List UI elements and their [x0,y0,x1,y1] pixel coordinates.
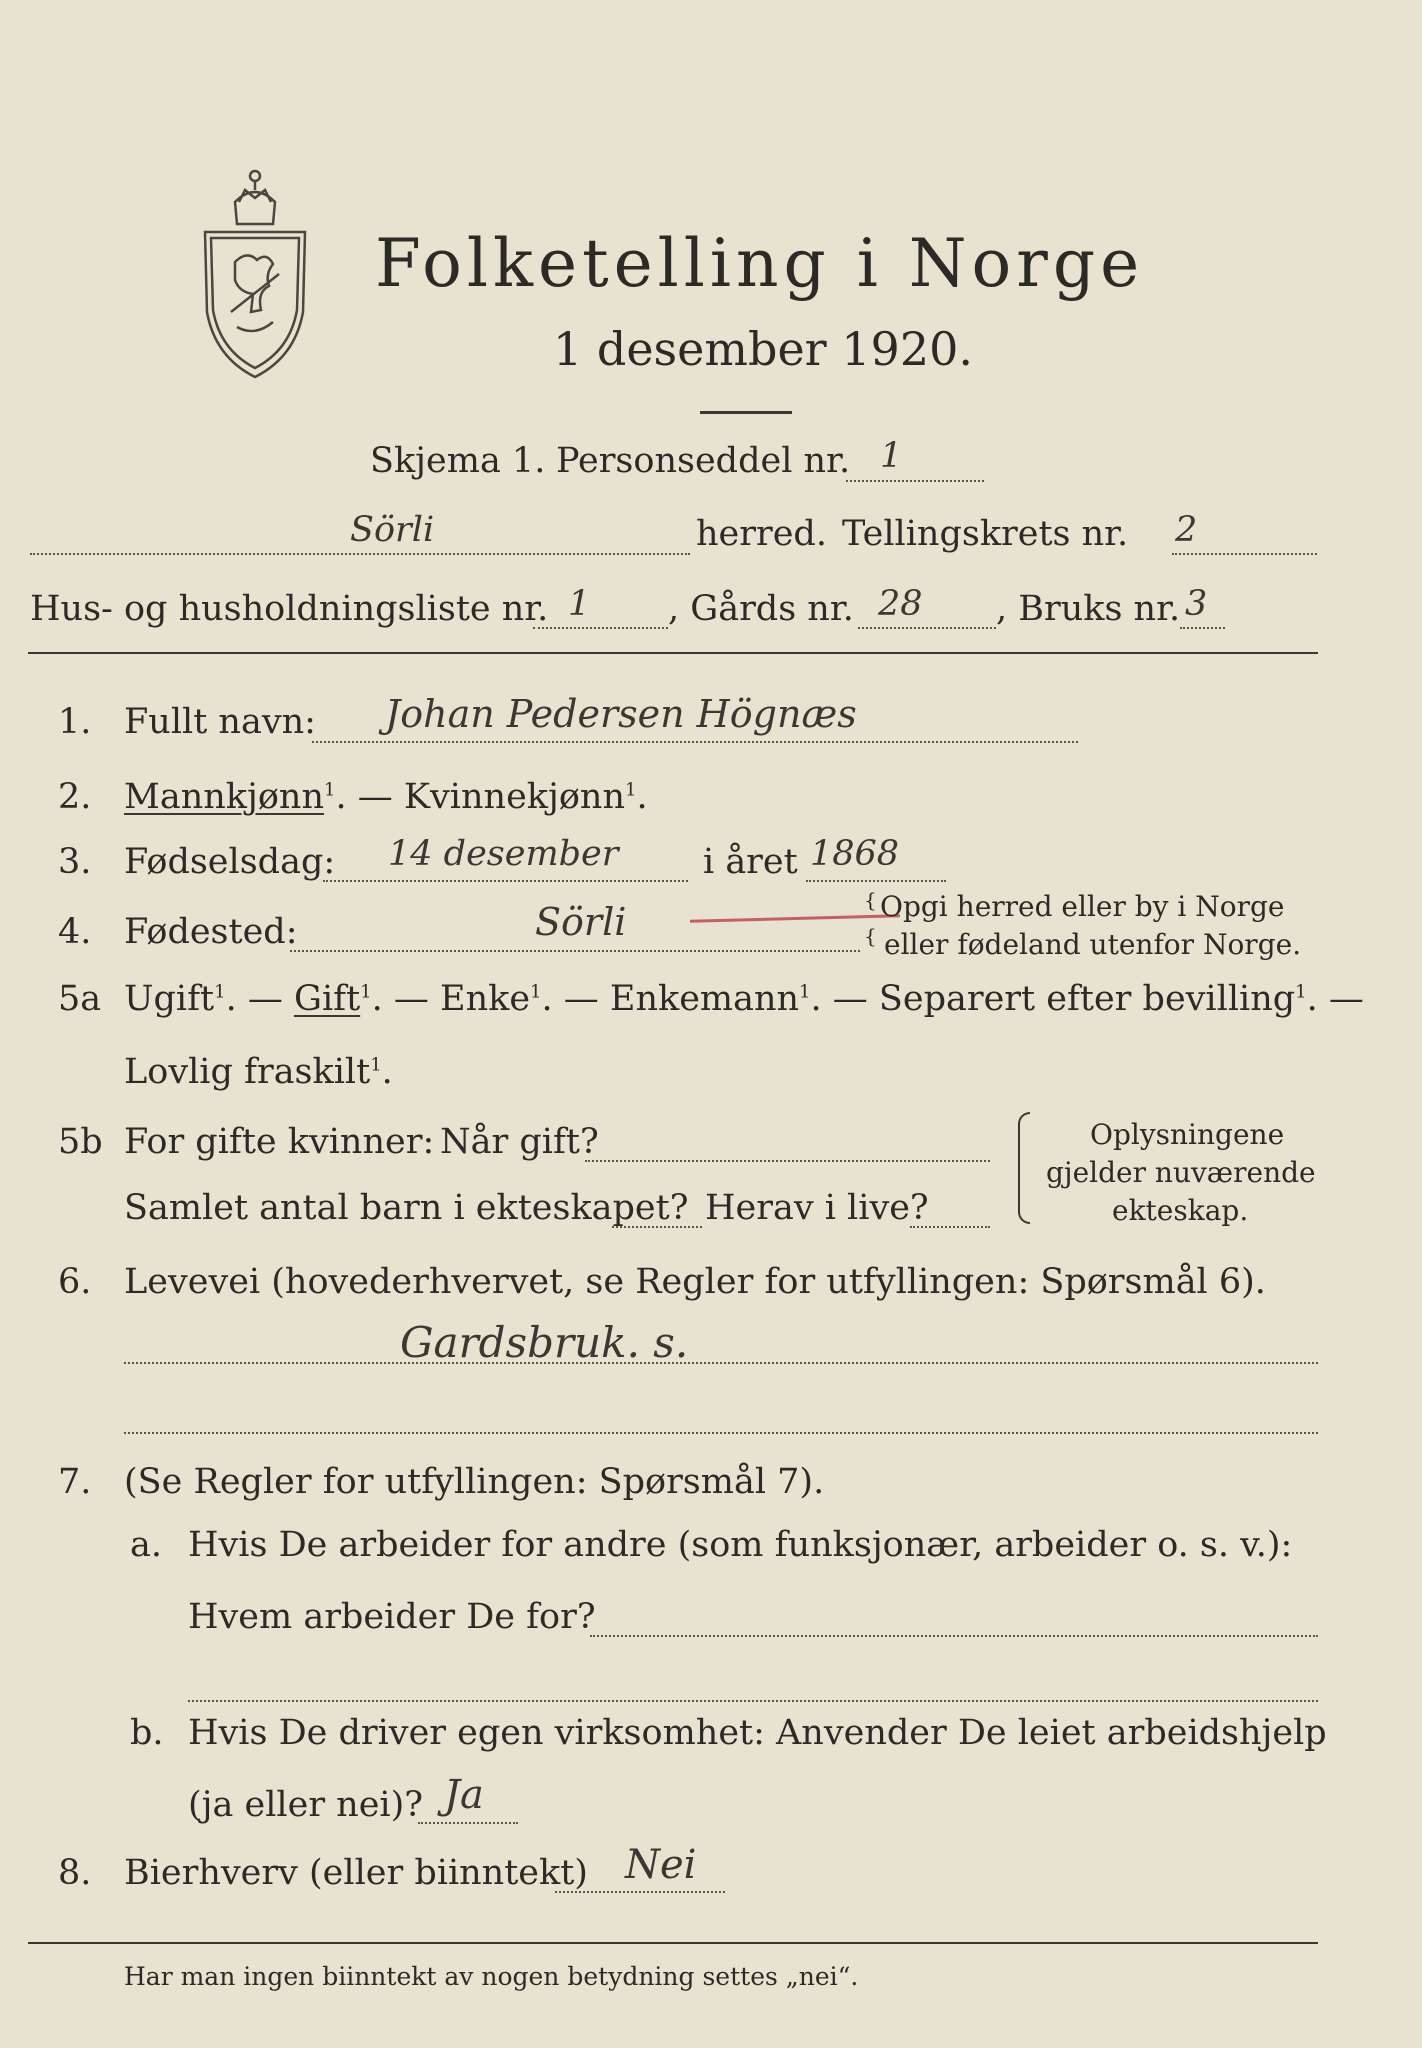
q6-number: 6. [58,1262,92,1302]
footer-note: Har man ingen biinntekt av nogen betydning settes „nei“. [124,1962,859,1991]
personseddel-label: Personseddel nr. [556,441,851,481]
q5b-note-line2: gjelder nuværende [1046,1156,1316,1189]
live-label: Herav i live? [705,1188,929,1228]
fraskilt-line: Lovlig fraskilt$^1$. [124,1052,393,1092]
bruks-label: , Bruks nr. [996,589,1181,629]
separert-option[interactable]: Separert efter bevilling [878,979,1296,1019]
herred-label: herred. [696,514,827,554]
birth-day-value[interactable]: 14 desember [388,834,619,874]
ugift-option[interactable]: Ugift [124,979,215,1019]
enke-option[interactable]: Enke [440,979,531,1019]
naar-gift-label: Når gift? [440,1122,599,1162]
q8-number: 8. [58,1853,92,1893]
birth-year-value[interactable]: 1868 [810,834,900,874]
q1-label: Fullt navn: [124,702,316,742]
q3-number: 3. [58,842,92,882]
marital-status-options: Ugift$^1$. — Gift$^1$. — Enke$^1$. — Enkemann$^1$. — Separert efter bevilling$^1$. — [124,979,1364,1019]
herred-value[interactable]: Sörli [350,510,435,550]
q2-number: 2. [58,777,92,817]
bruks-value[interactable]: 3 [1185,584,1208,624]
male-option[interactable]: Mannkjønn [124,777,325,817]
hired-help-value[interactable]: Ja [444,1772,484,1818]
year-label: i året [703,842,798,882]
section-divider [28,652,1318,654]
q6-label: Levevei (hovederhvervet, se Regler for utfyllingen: Spørsmål 6). [124,1262,1266,1302]
tellingskrets-label: Tellingskrets nr. [842,514,1129,554]
barn-label: Samlet antal barn i ekteskapet? [124,1188,689,1228]
side-income-value[interactable]: Nei [625,1842,697,1888]
footer-divider [28,1942,1318,1944]
q7a-text: Hvis De arbeider for andre (som funksjonær, arbeider o. s. v.): [188,1525,1293,1565]
fraskilt-option[interactable]: Lovlig fraskilt [124,1052,371,1092]
birthplace-note-line2: eller fødeland utenfor Norge. [884,928,1302,961]
title-divider [700,411,792,414]
q7b-letter: b. [130,1713,164,1753]
q1-number: 1. [58,702,92,742]
gift-option[interactable]: Gift [293,979,361,1019]
schema-label: Skjema 1. [370,441,546,481]
q4-number: 4. [58,912,92,952]
personseddel-value[interactable]: 1 [880,436,903,476]
q7a-question: Hvem arbeider De for? [188,1597,596,1637]
q2-sex-options: Mannkjønn$^1$. — Kvinnekjønn$^1$. [124,777,648,817]
q7-label: (Se Regler for utfyllingen: Spørsmål 7). [124,1462,825,1502]
tellingskrets-value[interactable]: 2 [1175,510,1198,550]
female-option[interactable]: Kvinnekjønn [403,777,626,817]
q3-label: Fødselsdag: [124,842,336,882]
naar-gift-field[interactable] [585,1160,990,1162]
census-form: Folketelling i Norge 1 desember 1920. Skjema 1. Personseddel nr. 1 Sörli herred. Tellingskrets nr. 2 Hus- og husholdningsliste nr. 1 , Gårds nr. 28 , Bruks nr. 3 1. Fullt navn: Johan Pedersen Högnæs 2. Mannkjønn$^1$. — Kvinnekjønn$^1$. 3. Fødselsdag: 14 desember i året 1868 4. Fødested: Sörli { { Opgi herred eller by i Norge eller fødeland utenfor Norge. 5a Ugift$^1$. — Gift$^1$. — Enke$^1$. — Enkemann$^1$. — Separert efter bevilling$^1$. — Lovlig fraskilt$^1$. 5b For gifte kvinner: Når gift? Samlet antal barn i ekteskapet? Herav i live? Oplysningene gjelder nuværende ekteskap. 6. Levevei (hovederhvervet, se Regler for utfyllingen: Spørsmål 6). Gardsbruk. s. 7. (Se Regler for utfyllingen: Spørsmål 7). a. Hvis De arbeider for andre (som funksjonær, arbeider o. s. v.): Hvem arbeider De for? b. Hvis De driver egen virksomhet: Anvender De leiet arbeidshjelp (ja eller nei)? Ja 8. Bierhverv (eller biinntekt) Nei Har man ingen biinntekt av nogen betydning settes „nei“. [0,0,1422,2048]
occupation-extra-line[interactable] [124,1432,1318,1434]
q7-number: 7. [58,1462,92,1502]
q5b-label: For gifte kvinner: [124,1122,435,1162]
occupation-value[interactable]: Gardsbruk. s. [400,1318,689,1367]
gards-label: , Gårds nr. [668,589,854,629]
form-title: Folketelling i Norge [375,225,1145,302]
live-field[interactable] [910,1226,990,1228]
birthplace-note-line1: Opgi herred eller by i Norge [880,890,1285,923]
q8-label: Bierhverv (eller biinntekt) [124,1853,588,1893]
census-date: 1 desember 1920. [553,322,973,376]
barn-field[interactable] [612,1226,702,1228]
q7b-question: (ja eller nei)? [188,1785,424,1825]
q7a-letter: a. [130,1525,162,1565]
q5b-number: 5b [58,1122,103,1162]
employer-field[interactable] [590,1635,1318,1637]
employer-extra-line[interactable] [188,1700,1318,1702]
q5b-note-line1: Oplysningene [1090,1118,1285,1151]
q4-label: Fødested: [124,912,298,952]
enkemann-option[interactable]: Enkemann [609,979,800,1019]
q5b-note-line3: ekteskap. [1112,1194,1249,1227]
coat-of-arms-icon [195,162,315,384]
q7b-text: Hvis De driver egen virksomhet: Anvender De leiet arbeidshjelp [188,1713,1327,1753]
hus-value[interactable]: 1 [568,584,591,624]
gards-value[interactable]: 28 [878,584,923,624]
full-name-value[interactable]: Johan Pedersen Högnæs [385,692,857,736]
hus-label: Hus- og husholdningsliste nr. [30,589,549,629]
q5a-number: 5a [58,979,102,1019]
birthplace-value[interactable]: Sörli [535,900,627,944]
red-strike-line [690,914,900,922]
